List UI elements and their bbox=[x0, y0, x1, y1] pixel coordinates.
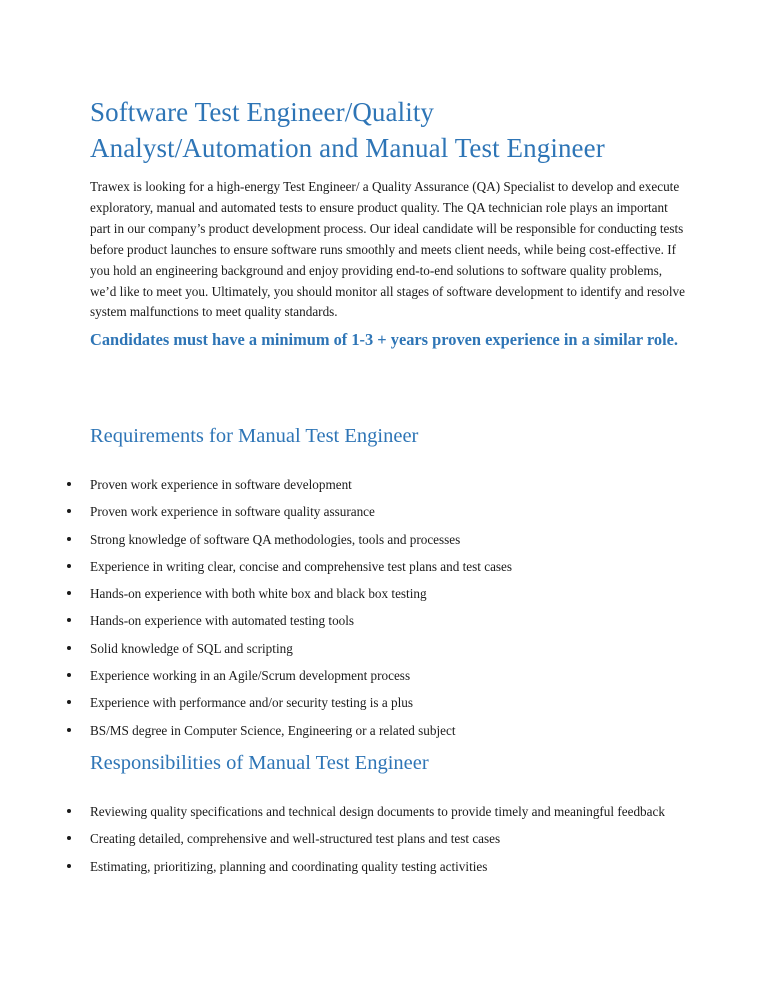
title-line-2: Analyst/Automation and Manual Test Engineer bbox=[90, 133, 605, 163]
responsibilities-heading: Responsibilities of Manual Test Engineer bbox=[90, 752, 429, 774]
requirement-item-text: Solid knowledge of SQL and scripting bbox=[90, 640, 293, 656]
page-title bbox=[90, 94, 690, 166]
requirement-item-text: Experience in writing clear, concise and comprehensive test plans and test cases bbox=[90, 558, 513, 574]
bullet-icon bbox=[67, 700, 71, 704]
responsibility-item bbox=[64, 798, 724, 825]
requirement-item-text: Hands-on experience with both white box and black box testing bbox=[90, 586, 427, 602]
bullet-icon bbox=[67, 537, 71, 541]
requirement-item bbox=[64, 498, 724, 525]
bullet-icon bbox=[67, 864, 71, 868]
experience-requirement: Candidates must have a minimum of 1-3 + years proven experience in a similar role. bbox=[90, 330, 678, 350]
requirement-item bbox=[64, 689, 724, 716]
requirements-list bbox=[64, 471, 724, 744]
responsibility-item bbox=[64, 853, 724, 880]
requirement-item bbox=[64, 662, 724, 689]
requirement-item bbox=[64, 580, 724, 607]
responsibility-item-text: Reviewing quality specifications and technical design documents to provide timely and meaningful feedback bbox=[90, 804, 665, 819]
requirement-item-text: Experience working in an Agile/Scrum development process bbox=[90, 668, 411, 684]
bullet-icon bbox=[67, 673, 71, 677]
requirement-item bbox=[64, 526, 724, 553]
requirement-item-text: Proven work experience in software quality assurance bbox=[90, 504, 375, 520]
bullet-icon bbox=[67, 646, 71, 650]
requirements-heading: Requirements for Manual Test Engineer bbox=[90, 425, 419, 447]
requirement-item-text: Proven work experience in software development bbox=[90, 477, 352, 492]
requirement-item-text: BS/MS degree in Computer Science, Engineering or a related subject bbox=[90, 722, 456, 738]
bullet-icon bbox=[67, 482, 71, 486]
intro-paragraph: Trawex is looking for a high-energy Test Engineer/ a Quality Assurance (QA) Specialist to develop and execute exploratory, manual and automated tests to ensure product quality. The QA technician role plays an important part in our company’s product development process. Our ideal candidate will be responsible for conducting tests before product launches to ensure software runs smoothly and meets client needs, while being cost-effective. If you hold an engineering background and enjoy providing end-to-end solutions to software quality problems, we’d like to meet you. Ultimately, you should monitor all stages of software development to identify and resolve system malfunctions to meet quality standards. bbox=[90, 179, 686, 320]
document-content bbox=[90, 94, 690, 350]
requirement-item bbox=[64, 553, 724, 580]
requirement-item-text: Hands-on experience with automated testing tools bbox=[90, 613, 355, 629]
bullet-icon bbox=[67, 728, 71, 732]
requirement-item bbox=[64, 607, 724, 634]
bullet-icon bbox=[67, 591, 71, 595]
bullet-icon bbox=[67, 836, 71, 840]
requirement-item bbox=[64, 717, 724, 744]
bullet-icon bbox=[67, 509, 71, 513]
bullet-icon bbox=[67, 618, 71, 622]
bullet-icon bbox=[67, 564, 71, 568]
requirement-item-text: Experience with performance and/or security testing is a plus bbox=[90, 695, 413, 711]
title-line-1: Software Test Engineer/Quality bbox=[90, 97, 435, 127]
responsibility-item-text: Creating detailed, comprehensive and well-structured test plans and test cases bbox=[90, 831, 501, 847]
responsibilities-list bbox=[64, 798, 724, 880]
requirement-item bbox=[64, 635, 724, 662]
responsibility-item-text: Estimating, prioritizing, planning and coordinating quality testing activities bbox=[90, 858, 488, 874]
requirement-item bbox=[64, 471, 724, 498]
bullet-icon bbox=[67, 809, 71, 813]
requirement-item-text: Strong knowledge of software QA methodologies, tools and processes bbox=[90, 531, 461, 547]
responsibility-item bbox=[64, 825, 724, 852]
